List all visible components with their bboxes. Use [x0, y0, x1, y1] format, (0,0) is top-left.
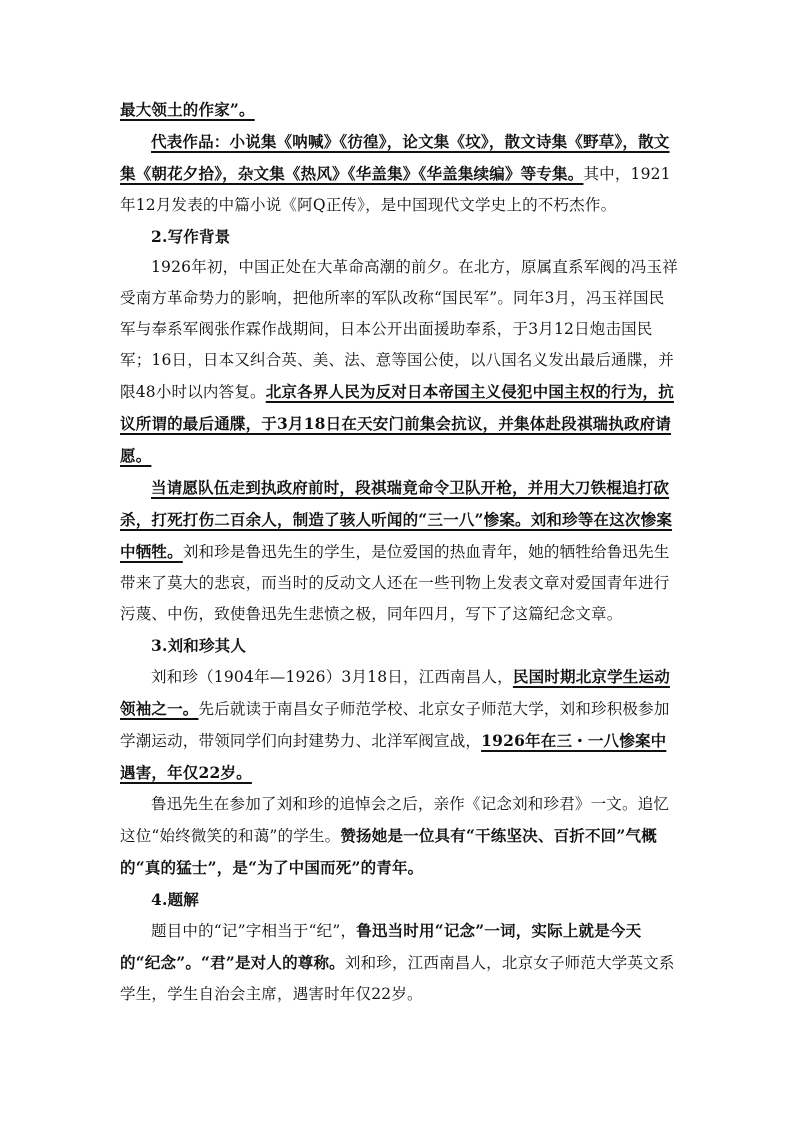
body-text: 鲁迅先生在参加了刘和珍的追悼会之后，亲作《记念刘和珍君》一文。追忆这位“始终微笑的和蔼”的学生。	[120, 795, 670, 845]
emphasis-text: 民国时期北京学生运动领袖之一。	[120, 667, 670, 718]
section-heading-title-explanation: 4.题解	[151, 890, 199, 909]
body-text: 1926年初，中国正处在大革命高潮的前夕。在北方，原属直系军阀的冯玉祥受南方革命势力的影响，把他所率的军队改称“国民军”。同年3月，冯玉祥国民军与奉系军阀张作霖作战期间，日本公开出面援助奉系，于3月12日炮击国民军；16日，日本又纠合英、美、法、意等国公使，以八国名义发出最后通牒，并限48小时以内答复。	[120, 258, 678, 401]
emphasis-text: 当请愿队伍走到执政府前时，段祺瑞竟命令卫队开枪，并用大刀铁棍追打砍杀，打死打伤二百余人，制造了骇人听闻的“三一八”惨案。刘和珍等在这次惨案中牺牲。	[120, 478, 673, 561]
section-heading-liu-hezhen: 3.刘和珍其人	[151, 636, 247, 655]
paragraph-background-2	[120, 472, 680, 630]
body-text: 刘和珍，江西南昌人，北京女子师范大学英文系学生，学生自治会主席，遇害时年仅22岁。	[120, 954, 675, 1003]
paragraph-representative-works	[120, 126, 680, 221]
emphasis-text: 代表作品：小说集《呐喊》《彷徨》，论文集《坟》，散文诗集《野草》，散文集《朝花夕拾》，杂文集《热风》《华盖集》《华盖集续编》等专集。	[120, 132, 670, 183]
emphasis-text: 最大领土的作家”。	[120, 100, 255, 119]
paragraph-liu-hezhen-2	[120, 789, 680, 884]
document-page	[120, 94, 680, 1010]
paragraph-continuation	[120, 94, 680, 126]
body-text: 刘和珍（1904年—1926）3月18日，江西南昌人，	[151, 668, 513, 686]
body-text: 其中，1921年12月发表的中篇小说《阿Q正传》，是中国现代文学史上的不朽杰作。	[120, 165, 671, 214]
emphasis-text: 北京各界人民为反对日本帝国主义侵犯中国主权的行为，抗议所谓的最后通牒，于3月18日在天安门前集会抗议，并集体赴段祺瑞执政府请愿。	[120, 382, 674, 465]
bold-text: 鲁迅当时用“记念”一词，实际上就是今天的“纪念”。“君”是对人的尊称。	[120, 921, 642, 972]
paragraph-background-1	[120, 252, 680, 472]
bold-text: 赞扬她是一位具有“干练坚决、百折不回”气概的“真的猛士”，是“为了中国而死”的青年。	[120, 826, 657, 877]
body-text: 先后就读于南昌女子师范学校、北京女子师范大学，刘和珍积极参加学潮运动，带领同学们向封建势力、北洋军阀宣战，	[120, 700, 670, 750]
emphasis-text: 1926年在三・一八惨案中遇害，年仅22岁。	[120, 731, 667, 782]
paragraph-liu-hezhen-1	[120, 661, 680, 789]
body-text: 刘和珍是鲁迅先生的学生，是位爱国的热血青年，她的牺牲给鲁迅先生带来了莫大的悲哀，而当时的反动文人还在一些刊物上发表文章对爱国青年进行污蔑、中伤，致使鲁迅先生悲愤之极，同年四月，写下了这篇纪念文章。	[120, 543, 670, 623]
body-text: 题目中的“记”字相当于“纪”，	[151, 922, 357, 940]
section-heading-background: 2.写作背景	[151, 227, 231, 246]
paragraph-title-explanation	[120, 915, 680, 1010]
